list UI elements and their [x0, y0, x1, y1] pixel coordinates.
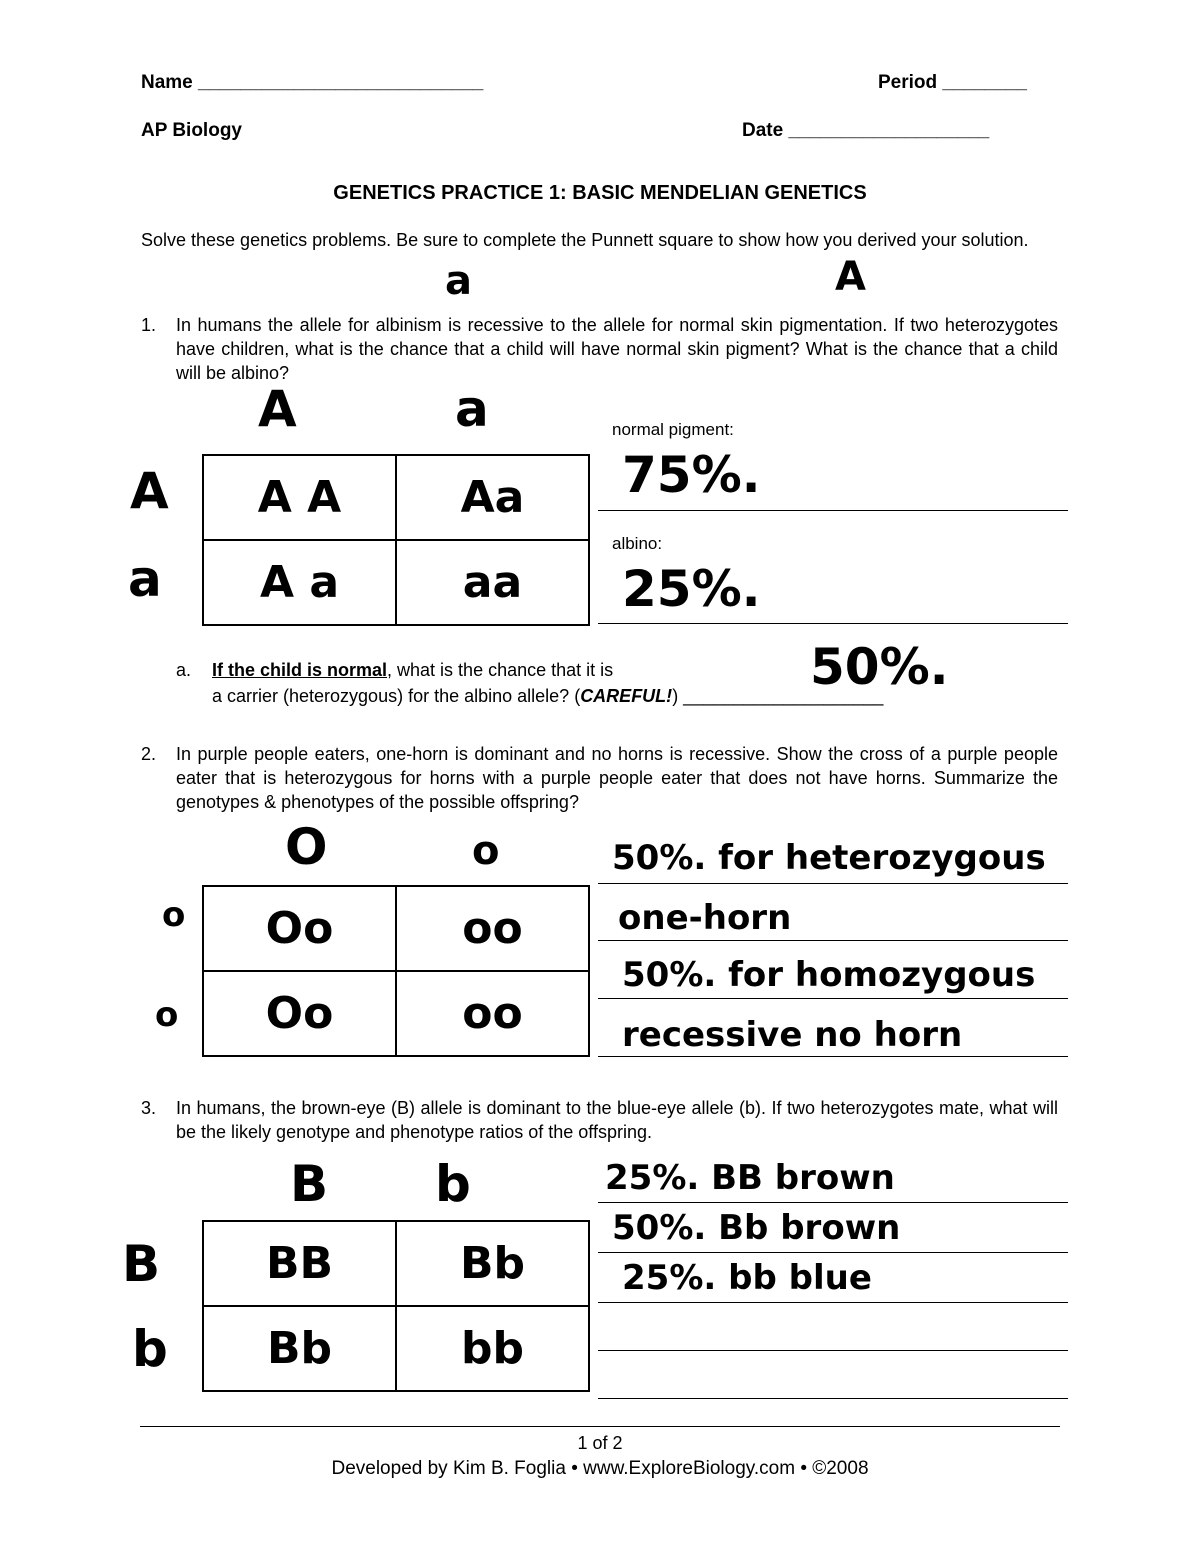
q3-text: In humans, the brown-eye (B) allele is dominant to the blue-eye allele (b). If two heterozygotes mate, what will be the likely genotype and phenotype ratios of the offspring. — [176, 1098, 1058, 1142]
q2-col-header-1: O — [285, 818, 328, 876]
normal-pigment-label: normal pigment: — [612, 420, 734, 439]
normal-pigment-answer[interactable]: 75%. — [622, 446, 761, 504]
q2-answer-3[interactable]: 50%. for homozygous — [622, 955, 1036, 995]
answer-line — [598, 510, 1068, 511]
answer-line — [598, 1302, 1068, 1303]
name-field[interactable]: Name ___________________________ — [141, 72, 484, 93]
q1-col-header-2: a — [455, 380, 489, 438]
answer-line — [598, 623, 1068, 624]
page-number: 1 of 2 — [577, 1433, 623, 1453]
q1-cell-1-1[interactable]: A A — [203, 455, 396, 540]
q3-row-header-2: b — [132, 1320, 168, 1378]
q1-sub-careful: CAREFUL! — [580, 686, 673, 706]
q3-row-header-1: B — [122, 1235, 161, 1293]
q2-answer-2[interactable]: one-horn — [618, 898, 792, 938]
q2-answer-1[interactable]: 50%. for heterozygous — [612, 838, 1046, 878]
answer-line — [598, 883, 1068, 884]
answer-line — [598, 1350, 1068, 1351]
q1-cell-2-1[interactable]: A a — [203, 540, 396, 625]
q1-cell-1-2[interactable]: Aa — [396, 455, 589, 540]
albino-answer[interactable]: 25%. — [622, 560, 761, 618]
q3-cell-2-1[interactable]: Bb — [203, 1306, 396, 1391]
q2-cell-2-1[interactable]: Oo — [203, 971, 396, 1056]
q1-sub-emphasis: If the child is normal — [212, 660, 388, 680]
instructions: Solve these genetics problems. Be sure to complete the Punnett square to show how you derived your solution. — [141, 230, 1029, 250]
q3-cell-1-2[interactable]: Bb — [396, 1221, 589, 1306]
q1-sub-answer[interactable]: 50%. — [810, 638, 949, 696]
q2-answer-4[interactable]: recessive no horn — [622, 1015, 963, 1055]
q3-answer-2[interactable]: 50%. Bb brown — [612, 1208, 901, 1248]
q3-answer-3[interactable]: 25%. bb blue — [622, 1258, 872, 1298]
hand-annotation-dominant: A — [835, 254, 866, 300]
q2-cell-1-2[interactable]: oo — [396, 886, 589, 971]
answer-line — [598, 998, 1068, 999]
answer-line — [598, 1202, 1068, 1203]
answer-line — [598, 940, 1068, 941]
q1-sub-line-1 — [212, 658, 613, 682]
q1-punnett-square — [202, 454, 590, 626]
q2-text: In purple people eaters, one-horn is dominant and no horns is recessive. Show the cross of a purple people eater that is heterozygous for horns with a purple people eater that does not have horns. Summarize the genotypes & phenotypes of the possible offspring? — [176, 744, 1058, 812]
q1-sub-text-3[interactable]: ) ____________________ — [672, 686, 884, 706]
answer-line — [598, 1398, 1068, 1399]
date-field[interactable]: Date ___________________ — [742, 120, 990, 141]
q1-sub-text-2: a carrier (heterozygous) for the albino allele? ( — [212, 686, 581, 706]
q2-col-header-2: o — [472, 828, 500, 874]
q1-col-header-1: A — [258, 380, 297, 438]
albino-label: albino: — [612, 534, 663, 553]
course-label: AP Biology — [141, 120, 242, 141]
period-field[interactable]: Period ________ — [878, 72, 1027, 93]
q2-cell-2-2[interactable]: oo — [396, 971, 589, 1056]
answer-line — [598, 1252, 1068, 1253]
q2-number: 2. — [141, 744, 157, 764]
q1-sub-line-2 — [212, 684, 883, 708]
q3-col-header-2: b — [435, 1155, 471, 1213]
q3-answer-1[interactable]: 25%. BB brown — [605, 1158, 895, 1198]
q2-punnett-square — [202, 885, 590, 1057]
q1-row-header-2: a — [128, 550, 162, 608]
footer-credit: Developed by Kim B. Foglia • www.ExploreBiology.com • ©2008 — [331, 1458, 869, 1479]
answer-line — [598, 1056, 1068, 1057]
hand-annotation-recessive: a — [445, 258, 472, 304]
footer-divider — [140, 1426, 1060, 1427]
q2-cell-1-1[interactable]: Oo — [203, 886, 396, 971]
q1-text: In humans the allele for albinism is recessive to the allele for normal skin pigmentation. If two heterozygotes have children, what is the chance that a child will have normal skin pigment? What is the chance that a child will be albino? — [176, 315, 1058, 383]
q3-col-header-1: B — [290, 1155, 329, 1213]
q3-cell-1-1[interactable]: BB — [203, 1221, 396, 1306]
q1-sub-letter: a. — [176, 660, 192, 680]
q1-cell-2-2[interactable]: aa — [396, 540, 589, 625]
q3-punnett-square — [202, 1220, 590, 1392]
q2-row-header-2: o — [155, 995, 179, 1035]
q2-row-header-1: o — [162, 895, 186, 935]
q1-sub-text-1: , what is the chance that it is — [387, 660, 614, 680]
q3-number: 3. — [141, 1098, 157, 1118]
page-title: GENETICS PRACTICE 1: BASIC MENDELIAN GENETICS — [333, 182, 867, 204]
q1-row-header-1: A — [130, 462, 169, 520]
q3-cell-2-2[interactable]: bb — [396, 1306, 589, 1391]
q1-number: 1. — [141, 315, 157, 335]
